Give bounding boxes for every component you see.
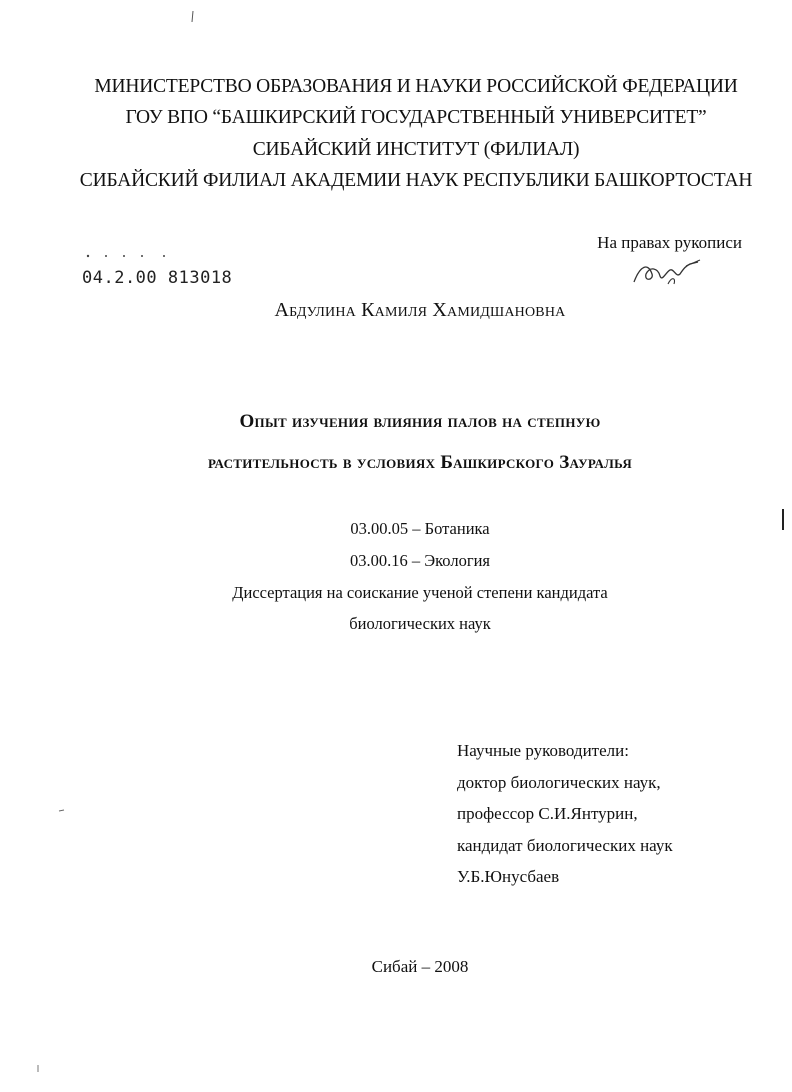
degree-line-2: биологических наук (349, 614, 491, 633)
scan-mark-left (58, 808, 66, 814)
specialty-botany: 03.00.05 – Ботаника (350, 519, 490, 538)
scan-mark-bottom (35, 1064, 41, 1074)
header-institute: СИБАЙСКИЙ ИНСТИТУТ (ФИЛИАЛ) (252, 139, 580, 160)
supervisor-1-name: профессор С.И.Янтурин, (457, 804, 638, 823)
dissertation-title-line-1: Опыт изучения влияния палов на степную (239, 411, 601, 432)
library-stamp-number: 04.2.00 813018 (82, 268, 233, 288)
scan-mark-top (190, 10, 196, 24)
handwritten-signature (630, 256, 702, 288)
supervisor-2-degree: кандидат биологических наук (457, 835, 673, 855)
dissertation-title-line-2: растительность в условиях Башкирского Зауралья (207, 452, 633, 473)
specialty-ecology: 03.00.16 – Экология (349, 551, 491, 570)
header-academy: СИБАЙСКИЙ ФИЛИАЛ АКАДЕМИИ НАУК РЕСПУБЛИКИ БАШКОРТОСТАН (79, 170, 753, 191)
supervisor-1-degree: доктор биологических наук, (457, 772, 661, 792)
city-year: Сибай – 2008 (371, 957, 469, 976)
header-ministry: МИНИСТЕРСТВО ОБРАЗОВАНИЯ И НАУКИ РОССИЙСКОЙ ФЕДЕРАЦИИ (94, 76, 738, 97)
stamp-dots (84, 253, 174, 259)
degree-line-1: Диссертация на соискание ученой степени кандидата (232, 583, 608, 602)
supervisors-heading: Научные руководители: (457, 741, 629, 760)
manuscript-note: На правах рукописи (597, 233, 742, 252)
supervisors-block (457, 735, 673, 893)
author-name: Абдулина Камиля Хамидшановна (274, 299, 566, 321)
header-university: ГОУ ВПО “БАШКИРСКИЙ ГОСУДАРСТВЕННЫЙ УНИВЕРСИТЕТ” (125, 107, 707, 128)
supervisor-2-name: У.Б.Юнусбаев (457, 867, 560, 886)
